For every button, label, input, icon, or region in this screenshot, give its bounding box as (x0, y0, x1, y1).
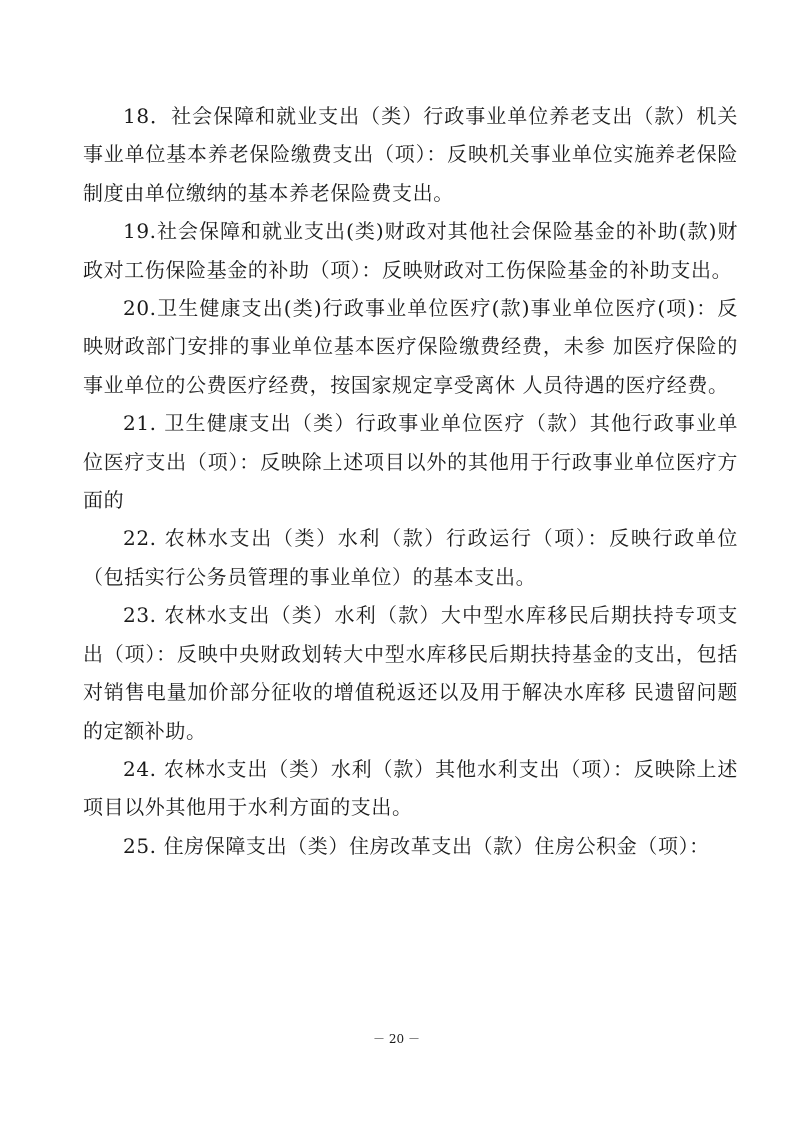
paragraph-item-22: 22. 农林水支出（类）水利（款）行政运行（项）：反映行政单位（包括实行公务员管理的事业单位）的基本支出。 (83, 526, 738, 589)
paragraph-item-25: 25. 住房保障支出（类）住房改革支出（款）住房公积金（项）： (123, 833, 710, 858)
paragraph-item-21: 21. 卫生健康支出（类）行政事业单位医疗（款）其他行政事业单位医疗支出（项）：反映除上述项目以外的其他用于行政事业单位医疗方面的 (83, 411, 738, 513)
paragraph-item-23: 23. 农林水支出（类）水利（款）大中型水库移民后期扶持专项支出（项）：反映中央财政划转大中型水库移民后期扶持基金的支出，包括对销售电量加价部分征收的增值税返还以及用于解决水库移 民遗留问题的定额补助。 (83, 603, 738, 743)
page-number: － 20 － (373, 1032, 420, 1046)
paragraph-item-18: 18．社会保障和就业支出（类）行政事业单位养老支出（款）机关事业单位基本养老保险缴费支出（项）：反映机关事业单位实施养老保险制度由单位缴纳的基本养老保险费支出。 (83, 104, 738, 205)
paragraph-item-19: 19.社会保障和就业支出(类)财政对其他社会保险基金的补助(款)财政对工伤保险基金的补助（项）：反映财政对工伤保险基金的补助支出。 (83, 219, 738, 282)
document-body (83, 97, 738, 865)
paragraph-item-24: 24. 农林水支出（类）水利（款）其他水利支出（项）：反映除上述项目以外其他用于水利方面的支出。 (83, 756, 738, 820)
paragraph-item-20: 20.卫生健康支出(类)行政事业单位医疗(款)事业单位医疗(项)：反映财政部门安排的事业单位基本医疗保险缴费经费，未参 加医疗保险的事业单位的公费医疗经费，按国家规定享受离休 人员待遇的医疗经费。 (83, 296, 738, 397)
